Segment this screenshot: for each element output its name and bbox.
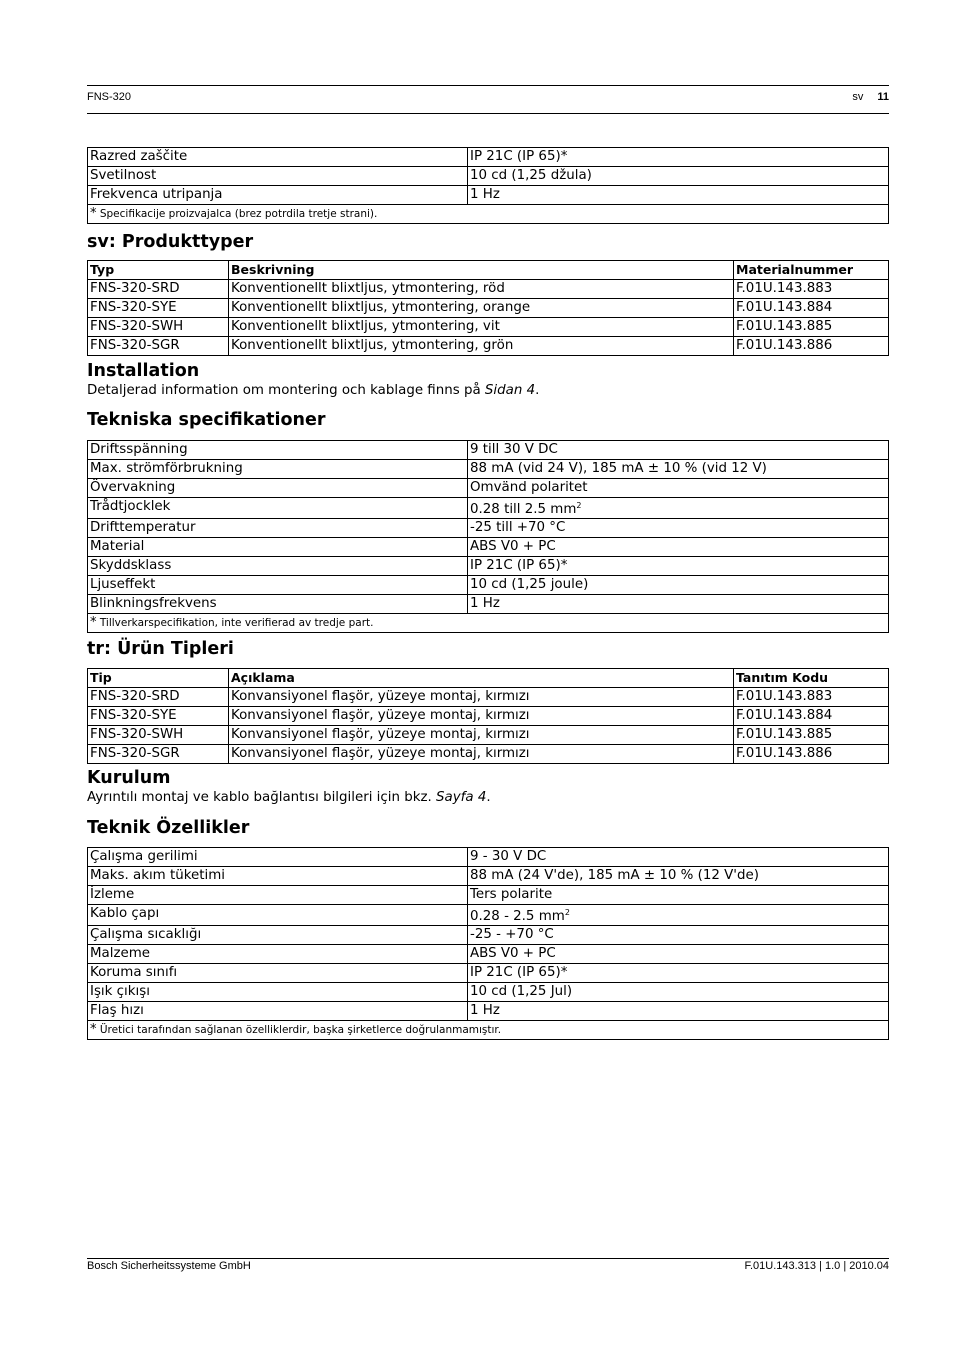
column-header: Açıklama: [229, 669, 734, 688]
spec-label: Flaş hızı: [88, 1002, 468, 1021]
spec-value: -25 till +70 °C: [468, 519, 889, 538]
column-header: Tanıtım Kodu: [734, 669, 889, 688]
spec-label: İzleme: [88, 886, 468, 905]
type-cell: FNS-320-SYE: [88, 707, 229, 726]
kurulum-text: Ayrıntılı montaj ve kablo bağlantısı bilgileri için bkz. Sayfa 4.: [87, 790, 491, 805]
spec-value: 10 cd (1,25 joule): [468, 576, 889, 595]
description-cell: Konvansiyonel flaşör, yüzeye montaj, kırmızı: [229, 707, 734, 726]
material-number-cell: F.01U.143.886: [734, 745, 889, 764]
column-header: Typ: [88, 261, 229, 280]
installation-text: Detaljerad information om montering och kablage finns på Sidan 4.: [87, 383, 540, 398]
footnote-text: Specifikacije proizvajalca (brez potrdila tretje strani).: [99, 208, 378, 220]
column-header: Tip: [88, 669, 229, 688]
table-row: [88, 595, 889, 614]
column-header: Materialnummer: [734, 261, 889, 280]
spec-value: 10 cd (1,25 Jul): [468, 983, 889, 1002]
section-heading-installation: Installation: [87, 361, 200, 381]
spec-label: Maks. akım tüketimi: [88, 867, 468, 886]
type-cell: FNS-320-SGR: [88, 337, 229, 356]
table-row: [88, 167, 889, 186]
spec-label: Blinkningsfrekvens: [88, 595, 468, 614]
type-cell: FNS-320-SWH: [88, 318, 229, 337]
section-heading-sv-specs: Tekniska specifikationer: [87, 410, 326, 430]
table-row: [88, 280, 889, 299]
table-row: [88, 460, 889, 479]
spec-label: Övervakning: [88, 479, 468, 498]
sl-spec-table: [87, 147, 889, 224]
page-number: 11: [877, 91, 889, 103]
spec-value: 88 mA (24 V'de), 185 mA ± 10 % (12 V'de): [468, 867, 889, 886]
spec-label: Max. strömförbrukning: [88, 460, 468, 479]
page-reference-link[interactable]: Sayfa 4: [436, 790, 487, 805]
table-row: [88, 441, 889, 460]
section-heading-tr-specs: Teknik Özellikler: [87, 818, 250, 838]
spec-value: 1 Hz: [468, 186, 889, 205]
table-row: [88, 983, 889, 1002]
spec-label: Driftsspänning: [88, 441, 468, 460]
type-cell: FNS-320-SRD: [88, 688, 229, 707]
table-row: [88, 945, 889, 964]
table-row: [88, 867, 889, 886]
material-number-cell: F.01U.143.885: [734, 318, 889, 337]
table-row: [88, 576, 889, 595]
spec-value: -25 - +70 °C: [468, 926, 889, 945]
table-header-row: [88, 669, 889, 688]
spec-value: 9 till 30 V DC: [468, 441, 889, 460]
table-row: [88, 964, 889, 983]
table-row: [88, 479, 889, 498]
section-heading-sv-types: sv: Produkttyper: [87, 232, 254, 252]
table-row: [88, 726, 889, 745]
footer-company: Bosch Sicherheitssysteme GmbH: [87, 1260, 251, 1272]
sv-types-table: [87, 260, 889, 356]
spec-value: IP 21C (IP 65)*: [468, 148, 889, 167]
spec-value: IP 21C (IP 65)*: [468, 557, 889, 576]
spec-label: Çalışma gerilimi: [88, 848, 468, 867]
table-note-row: [88, 205, 889, 224]
material-number-cell: F.01U.143.883: [734, 280, 889, 299]
spec-value: IP 21C (IP 65)*: [468, 964, 889, 983]
spec-value: 1 Hz: [468, 595, 889, 614]
table-row: [88, 848, 889, 867]
page-header: [87, 85, 889, 114]
table-row: [88, 905, 889, 926]
table-header-row: [88, 261, 889, 280]
section-heading-kurulum: Kurulum: [87, 768, 171, 788]
footnote-text: Üretici tarafından sağlanan özelliklerdir, başka şirketlerce doğrulanmamıştır.: [99, 1024, 502, 1036]
spec-value: ABS V0 + PC: [468, 945, 889, 964]
table-row: [88, 926, 889, 945]
page-footer: [87, 1258, 889, 1274]
footer-doc-reference: F.01U.143.313 | 1.0 | 2010.04: [744, 1260, 889, 1272]
description-cell: Konventionellt blixtljus, ytmontering, orange: [229, 299, 734, 318]
header-doc-name: FNS-320: [87, 91, 132, 103]
spec-value: 1 Hz: [468, 1002, 889, 1021]
spec-value: Ters polarite: [468, 886, 889, 905]
spec-value: 0.28 till 2.5 $mm^2$: [468, 498, 889, 519]
table-row: [88, 519, 889, 538]
column-header: Beskrivning: [229, 261, 734, 280]
description-cell: Konventionellt blixtljus, ytmontering, grön: [229, 337, 734, 356]
table-row: [88, 557, 889, 576]
description-cell: Konvansiyonel flaşör, yüzeye montaj, kırmızı: [229, 688, 734, 707]
header-right: [852, 91, 889, 103]
spec-label: Trådtjocklek: [88, 498, 468, 519]
tr-spec-table: [87, 847, 889, 1040]
tr-types-table: [87, 668, 889, 764]
table-row: [88, 1002, 889, 1021]
spec-value: ABS V0 + PC: [468, 538, 889, 557]
table-row: [88, 318, 889, 337]
spec-label: Svetilnost: [88, 167, 468, 186]
type-cell: FNS-320-SGR: [88, 745, 229, 764]
spec-label: Işık çıkışı: [88, 983, 468, 1002]
description-cell: Konvansiyonel flaşör, yüzeye montaj, kırmızı: [229, 745, 734, 764]
type-cell: FNS-320-SWH: [88, 726, 229, 745]
spec-label: Skyddsklass: [88, 557, 468, 576]
table-row: [88, 186, 889, 205]
table-row: [88, 707, 889, 726]
spec-value: Omvänd polaritet: [468, 479, 889, 498]
footnote-text: Tillverkarspecifikation, inte verifierad av tredje part.: [99, 617, 374, 629]
table-note-row: [88, 1021, 889, 1040]
section-heading-tr-types: tr: Ürün Tipleri: [87, 639, 234, 659]
spec-label: Malzeme: [88, 945, 468, 964]
type-cell: FNS-320-SRD: [88, 280, 229, 299]
description-cell: Konventionellt blixtljus, ytmontering, vit: [229, 318, 734, 337]
spec-value: 88 mA (vid 24 V), 185 mA ± 10 % (vid 12 V): [468, 460, 889, 479]
page-reference-link[interactable]: Sidan 4: [484, 383, 536, 398]
table-row: [88, 498, 889, 519]
spec-label: Drifttemperatur: [88, 519, 468, 538]
description-cell: Konvansiyonel flaşör, yüzeye montaj, kırmızı: [229, 726, 734, 745]
spec-value: 9 - 30 V DC: [468, 848, 889, 867]
spec-label: Kablo çapı: [88, 905, 468, 926]
spec-label: Ljuseffekt: [88, 576, 468, 595]
material-number-cell: F.01U.143.886: [734, 337, 889, 356]
spec-label: Frekvenca utripanja: [88, 186, 468, 205]
material-number-cell: F.01U.143.884: [734, 707, 889, 726]
material-number-cell: F.01U.143.884: [734, 299, 889, 318]
spec-label: Koruma sınıfı: [88, 964, 468, 983]
table-row: [88, 337, 889, 356]
table-footnote: * Tillverkarspecifikation, inte verifierad av tredje part.: [88, 614, 889, 633]
description-cell: Konventionellt blixtljus, ytmontering, röd: [229, 280, 734, 299]
table-note-row: [88, 614, 889, 633]
material-number-cell: F.01U.143.883: [734, 688, 889, 707]
spec-label: Material: [88, 538, 468, 557]
table-footnote: * Specifikacije proizvajalca (brez potrdila tretje strani).: [88, 205, 889, 224]
table-row: [88, 538, 889, 557]
table-row: [88, 886, 889, 905]
spec-value: 0.28 - 2.5 $mm^2$: [468, 905, 889, 926]
table-row: [88, 688, 889, 707]
spec-value: 10 cd (1,25 džula): [468, 167, 889, 186]
table-row: [88, 148, 889, 167]
table-footnote: * Üretici tarafından sağlanan özelliklerdir, başka şirketlerce doğrulanmamıştır.: [88, 1021, 889, 1040]
material-number-cell: F.01U.143.885: [734, 726, 889, 745]
table-row: [88, 745, 889, 764]
spec-label: Çalışma sıcaklığı: [88, 926, 468, 945]
type-cell: FNS-320-SYE: [88, 299, 229, 318]
table-row: [88, 299, 889, 318]
spec-label: Razred zaščite: [88, 148, 468, 167]
sv-spec-table: [87, 440, 889, 633]
header-lang: sv: [852, 91, 864, 103]
